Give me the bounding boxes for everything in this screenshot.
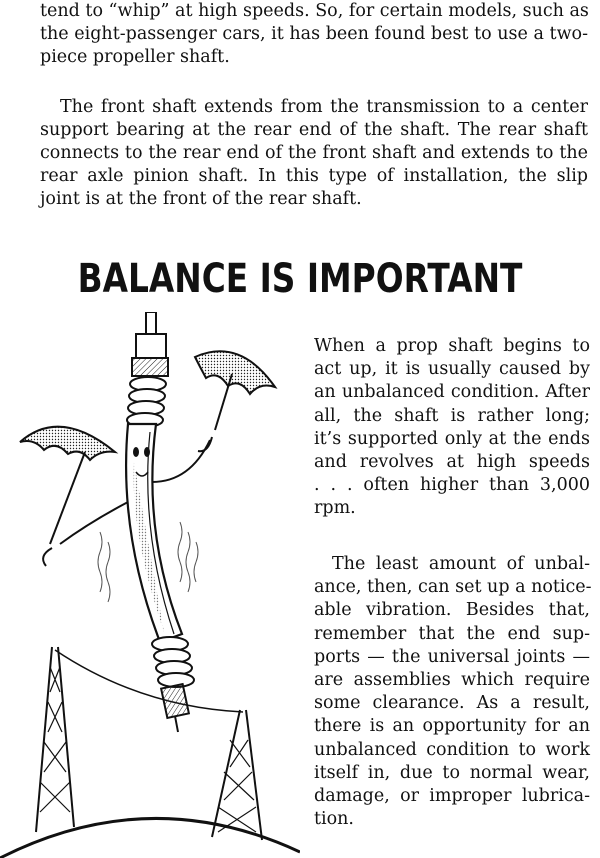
- text-line: ance, then, can set up a notice-: [314, 577, 592, 598]
- text-line: unbalanced condition to work: [314, 739, 590, 760]
- tightrope: [55, 650, 243, 712]
- text-line: connects to the rear end of the front shaft and extends to the: [40, 143, 588, 163]
- text-line: damage, or improper lubrica-: [314, 785, 590, 806]
- left-umbrella: [20, 427, 128, 566]
- text-line: all, the shaft is rather long;: [314, 405, 590, 426]
- right-tower: [212, 710, 262, 840]
- text-line: The least amount of unbal-: [332, 554, 590, 574]
- text-line: act up, it is usually caused by: [314, 359, 590, 380]
- text-line: are assemblies which require: [314, 669, 590, 690]
- text-line: itself in, due to normal wear,: [314, 762, 590, 783]
- text-line: remember that the end sup-: [314, 623, 590, 644]
- text-line: support bearing at the rear end of the shaft. The rear shaft: [40, 120, 588, 140]
- text-line: When a prop shaft begins to: [314, 336, 590, 356]
- text-line: rpm.: [314, 498, 356, 519]
- left-tower: [36, 647, 74, 832]
- text-line: The front shaft extends from the transmission to a center: [60, 97, 588, 117]
- text-line: able vibration. Besides that,: [314, 600, 590, 621]
- text-line: some clearance. As a result,: [314, 693, 590, 714]
- text-line: there is an opportunity for an: [314, 716, 590, 737]
- propeller-shaft-character: [126, 312, 194, 732]
- text-line: tend to “whip” at high speeds. So, for certain models, such as: [40, 1, 589, 21]
- paragraph-prop-shaft: [314, 335, 590, 521]
- text-line: tion.: [314, 809, 354, 830]
- text-line: joint is at the front of the rear shaft.: [40, 189, 362, 209]
- text-line: ports — the universal joints —: [314, 646, 590, 667]
- paragraph-unbalance: [314, 553, 590, 831]
- text-line: and revolves at high speeds: [314, 451, 590, 472]
- text-line: rear axle pinion shaft. In this type of installation, the slip: [40, 166, 588, 186]
- shaft-cartoon-illustration: [0, 312, 300, 858]
- section-heading: BALANCE IS IMPORTANT: [77, 256, 523, 302]
- paragraph-front-shaft: [40, 96, 588, 211]
- text-line: an unbalanced condition. After: [314, 382, 590, 403]
- text-line: the eight-passenger cars, it has been found best to use a two-: [40, 24, 588, 44]
- ground-arc: [0, 818, 300, 858]
- text-line: it’s supported only at the ends: [314, 428, 590, 449]
- right-umbrella: [152, 351, 275, 482]
- text-line: . . . often higher than 3,000: [314, 475, 590, 496]
- paragraph-whip: [40, 0, 588, 69]
- text-line: piece propeller shaft.: [40, 47, 230, 67]
